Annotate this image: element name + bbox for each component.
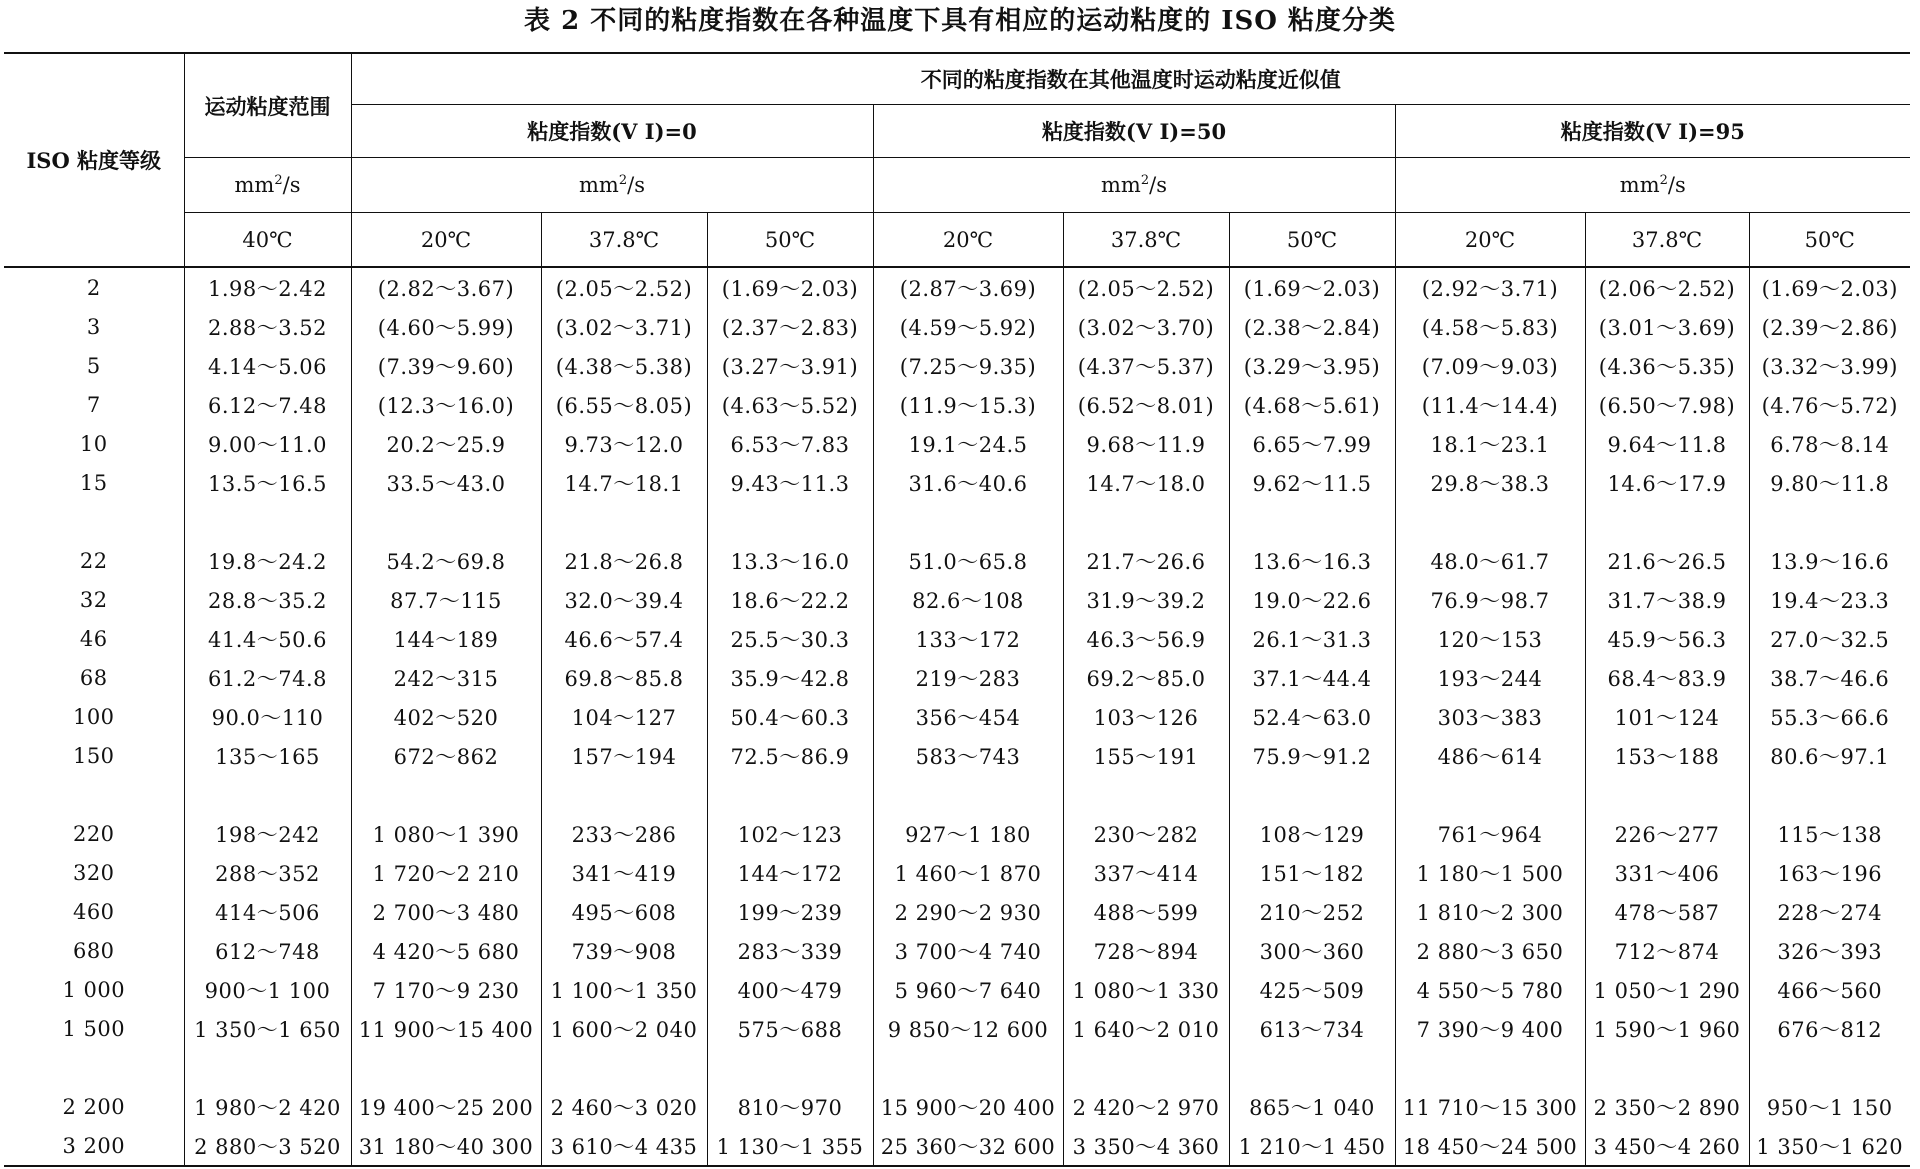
table-cell: 326～393 — [1749, 931, 1910, 970]
table-cell: 19.0～22.6 — [1229, 580, 1395, 619]
table-cell: 288～352 — [184, 853, 351, 892]
table-cell: 19.8～24.2 — [184, 541, 351, 580]
table-cell: 18.1～23.1 — [1395, 424, 1585, 463]
gap-cell — [1063, 775, 1229, 814]
table-cell: 31 180～40 300 — [351, 1126, 541, 1166]
table-row — [4, 931, 1910, 970]
table-cell: (1.69～2.03) — [1749, 267, 1910, 307]
table-cell: 400～479 — [707, 970, 873, 1009]
table-row — [4, 385, 1910, 424]
viscosity-table — [4, 52, 1910, 1167]
table-cell: 104～127 — [541, 697, 707, 736]
gap-cell — [1585, 502, 1749, 541]
table-cell: 27.0～32.5 — [1749, 619, 1910, 658]
table-cell: (7.25～9.35) — [873, 346, 1063, 385]
temp-header: 37.8℃ — [1585, 213, 1749, 268]
table-cell: 20.2～25.9 — [351, 424, 541, 463]
table-cell: 865～1 040 — [1229, 1087, 1395, 1126]
table-cell: 414～506 — [184, 892, 351, 931]
gap-cell — [184, 775, 351, 814]
table-cell: 38.7～46.6 — [1749, 658, 1910, 697]
table-cell: 32.0～39.4 — [541, 580, 707, 619]
gap-cell — [1395, 775, 1585, 814]
table-cell: 672～862 — [351, 736, 541, 775]
table-cell: (7.09～9.03) — [1395, 346, 1585, 385]
vi-0-header: 粘度指数(V I)=0 — [351, 105, 873, 158]
table-cell: 233～286 — [541, 814, 707, 853]
table-cell: 41.4～50.6 — [184, 619, 351, 658]
table-cell: 54.2～69.8 — [351, 541, 541, 580]
table-cell: (2.38～2.84) — [1229, 307, 1395, 346]
table-cell: 3 450～4 260 — [1585, 1126, 1749, 1166]
table-cell: (4.58～5.83) — [1395, 307, 1585, 346]
table-cell: (3.32～3.99) — [1749, 346, 1910, 385]
table-cell: 228～274 — [1749, 892, 1910, 931]
table-cell: 1 980～2 420 — [184, 1087, 351, 1126]
temp-header: 20℃ — [1395, 213, 1585, 268]
approx-values-header: 不同的粘度指数在其他温度时运动粘度近似值 — [351, 53, 1910, 105]
temp-header: 37.8℃ — [1063, 213, 1229, 268]
table-cell: 102～123 — [707, 814, 873, 853]
table-row — [4, 892, 1910, 931]
table-cell: 739～908 — [541, 931, 707, 970]
table-cell: 13.9～16.6 — [1749, 541, 1910, 580]
table-cell: 31.6～40.6 — [873, 463, 1063, 502]
table-row — [4, 853, 1910, 892]
table-cell: 1 720～2 210 — [351, 853, 541, 892]
table-cell: (2.06～2.52) — [1585, 267, 1749, 307]
table-cell: 4 550～5 780 — [1395, 970, 1585, 1009]
temp-header: 20℃ — [873, 213, 1063, 268]
table-cell: 55.3～66.6 — [1749, 697, 1910, 736]
table-cell: 25.5～30.3 — [707, 619, 873, 658]
table-cell: 46.6～57.4 — [541, 619, 707, 658]
table-cell: 230～282 — [1063, 814, 1229, 853]
gap-cell — [707, 502, 873, 541]
iso-grade-cell: 2 200 — [62, 1094, 126, 1119]
iso-grade-cell: 220 — [72, 821, 115, 846]
table-cell: (2.87～3.69) — [873, 267, 1063, 307]
table-cell: (3.02～3.71) — [541, 307, 707, 346]
table-cell: 13.6～16.3 — [1229, 541, 1395, 580]
table-cell: 356～454 — [873, 697, 1063, 736]
table-cell: 676～812 — [1749, 1009, 1910, 1048]
table-cell: (4.59～5.92) — [873, 307, 1063, 346]
table-cell: 9.64～11.8 — [1585, 424, 1749, 463]
table-cell: 21.8～26.8 — [541, 541, 707, 580]
table-cell: 9.80～11.8 — [1749, 463, 1910, 502]
table-cell: 337～414 — [1063, 853, 1229, 892]
gap-cell — [1395, 1048, 1585, 1087]
table-cell: 303～383 — [1395, 697, 1585, 736]
table-cell: 29.8～38.3 — [1395, 463, 1585, 502]
table-cell: (2.05～2.52) — [1063, 267, 1229, 307]
table-cell: (3.02～3.70) — [1063, 307, 1229, 346]
table-cell: (3.01～3.69) — [1585, 307, 1749, 346]
table-cell: 478～587 — [1585, 892, 1749, 931]
table-cell: 1 350～1 650 — [184, 1009, 351, 1048]
table-cell: 927～1 180 — [873, 814, 1063, 853]
gap-cell — [1229, 775, 1395, 814]
row-group-gap — [4, 775, 1910, 814]
table-cell: 14.6～17.9 — [1585, 463, 1749, 502]
table-cell: 7 390～9 400 — [1395, 1009, 1585, 1048]
table-cell: 157～194 — [541, 736, 707, 775]
vi-95-header: 粘度指数(V I)=95 — [1395, 105, 1910, 158]
gap-cell — [1749, 775, 1910, 814]
table-cell: 50.4～60.3 — [707, 697, 873, 736]
table-cell: (4.68～5.61) — [1229, 385, 1395, 424]
table-cell: 45.9～56.3 — [1585, 619, 1749, 658]
iso-grade-cell: 680 — [72, 938, 115, 963]
table-cell: (6.55～8.05) — [541, 385, 707, 424]
table-cell: 6.65～7.99 — [1229, 424, 1395, 463]
temp-header: 50℃ — [707, 213, 873, 268]
table-cell: (12.3～16.0) — [351, 385, 541, 424]
table-title: 表 2 不同的粘度指数在各种温度下具有相应的运动粘度的 ISO 粘度分类 — [524, 6, 1396, 36]
table-cell: 151～182 — [1229, 853, 1395, 892]
table-cell: 61.2～74.8 — [184, 658, 351, 697]
table-cell: 15 900～20 400 — [873, 1087, 1063, 1126]
table-cell: 3 700～4 740 — [873, 931, 1063, 970]
table-row — [4, 580, 1910, 619]
table-cell: 1 180～1 500 — [1395, 853, 1585, 892]
unit-vi-50: $mm^2/s$ — [873, 158, 1395, 213]
table-cell: (4.38～5.38) — [541, 346, 707, 385]
table-row — [4, 267, 1910, 307]
gap-cell — [541, 502, 707, 541]
table-cell: 14.7～18.0 — [1063, 463, 1229, 502]
gap-cell — [4, 502, 184, 541]
iso-grade-cell: 46 — [79, 626, 108, 651]
table-cell: 9 850～12 600 — [873, 1009, 1063, 1048]
table-cell: (11.9～15.3) — [873, 385, 1063, 424]
table-cell: 199～239 — [707, 892, 873, 931]
gap-cell — [873, 502, 1063, 541]
table-cell: 18 450～24 500 — [1395, 1126, 1585, 1166]
table-cell: 1.98～2.42 — [184, 267, 351, 307]
table-cell: 9.68～11.9 — [1063, 424, 1229, 463]
table-cell: 210～252 — [1229, 892, 1395, 931]
table-cell: 2 420～2 970 — [1063, 1087, 1229, 1126]
gap-cell — [351, 502, 541, 541]
table-cell: 52.4～63.0 — [1229, 697, 1395, 736]
table-cell: 1 350～1 620 — [1749, 1126, 1910, 1166]
table-cell: 19 400～25 200 — [351, 1087, 541, 1126]
table-row — [4, 814, 1910, 853]
table-row — [4, 970, 1910, 1009]
table-cell: 11 710～15 300 — [1395, 1087, 1585, 1126]
table-cell: 1 080～1 390 — [351, 814, 541, 853]
table-cell: 25 360～32 600 — [873, 1126, 1063, 1166]
table-cell: 466～560 — [1749, 970, 1910, 1009]
table-cell: (1.69～2.03) — [1229, 267, 1395, 307]
table-cell: 6.12～7.48 — [184, 385, 351, 424]
table-row — [4, 1009, 1910, 1048]
iso-grade-cell: 3 — [86, 314, 101, 339]
table-cell: 950～1 150 — [1749, 1087, 1910, 1126]
table-cell: 155～191 — [1063, 736, 1229, 775]
table-row — [4, 697, 1910, 736]
table-row — [4, 463, 1910, 502]
table-cell: 90.0～110 — [184, 697, 351, 736]
table-cell: (6.50～7.98) — [1585, 385, 1749, 424]
table-cell: 810～970 — [707, 1087, 873, 1126]
table-cell: (4.76～5.72) — [1749, 385, 1910, 424]
table-cell: 1 080～1 330 — [1063, 970, 1229, 1009]
table-cell: (2.05～2.52) — [541, 267, 707, 307]
table-cell: 9.43～11.3 — [707, 463, 873, 502]
table-cell: 9.00～11.0 — [184, 424, 351, 463]
vi-50-header: 粘度指数(V I)=50 — [873, 105, 1395, 158]
table-cell: 331～406 — [1585, 853, 1749, 892]
table-cell: 80.6～97.1 — [1749, 736, 1910, 775]
table-cell: 19.1～24.5 — [873, 424, 1063, 463]
iso-grade-cell: 10 — [79, 431, 108, 456]
gap-cell — [873, 775, 1063, 814]
table-row — [4, 736, 1910, 775]
table-cell: (2.39～2.86) — [1749, 307, 1910, 346]
table-row — [4, 541, 1910, 580]
temp-header: 37.8℃ — [541, 213, 707, 268]
table-cell: 120～153 — [1395, 619, 1585, 658]
table-cell: 1 210～1 450 — [1229, 1126, 1395, 1166]
iso-grade-cell: 22 — [79, 548, 108, 573]
gap-cell — [351, 775, 541, 814]
table-cell: (4.63～5.52) — [707, 385, 873, 424]
table-cell: 2 880～3 520 — [184, 1126, 351, 1166]
gap-cell — [873, 1048, 1063, 1087]
unit-vi-0: $mm^2/s$ — [351, 158, 873, 213]
table-cell: 283～339 — [707, 931, 873, 970]
table-cell: 4 420～5 680 — [351, 931, 541, 970]
table-cell: 163～196 — [1749, 853, 1910, 892]
table-cell: 761～964 — [1395, 814, 1585, 853]
table-cell: 1 810～2 300 — [1395, 892, 1585, 931]
table-cell: 31.9～39.2 — [1063, 580, 1229, 619]
table-cell: 9.73～12.0 — [541, 424, 707, 463]
temp-header: 50℃ — [1229, 213, 1395, 268]
table-cell: 68.4～83.9 — [1585, 658, 1749, 697]
table-row — [4, 1126, 1910, 1166]
table-cell: 242～315 — [351, 658, 541, 697]
table-cell: 135～165 — [184, 736, 351, 775]
table-cell: 1 600～2 040 — [541, 1009, 707, 1048]
table-cell: 728～894 — [1063, 931, 1229, 970]
table-cell: 13.3～16.0 — [707, 541, 873, 580]
table-cell: 37.1～44.4 — [1229, 658, 1395, 697]
iso-grade-cell: 7 — [86, 392, 101, 417]
table-cell: 35.9～42.8 — [707, 658, 873, 697]
table-cell: 7 170～9 230 — [351, 970, 541, 1009]
iso-grade-cell: 68 — [79, 665, 108, 690]
table-cell: 33.5～43.0 — [351, 463, 541, 502]
table-cell: 69.8～85.8 — [541, 658, 707, 697]
table-cell: (11.4～14.4) — [1395, 385, 1585, 424]
table-cell: 103～126 — [1063, 697, 1229, 736]
table-cell: 82.6～108 — [873, 580, 1063, 619]
table-cell: 712～874 — [1585, 931, 1749, 970]
table-cell: 48.0～61.7 — [1395, 541, 1585, 580]
iso-grade-cell: 1 500 — [62, 1016, 126, 1041]
gap-cell — [1749, 502, 1910, 541]
table-cell: 1 050～1 290 — [1585, 970, 1749, 1009]
iso-grade-cell: 1 000 — [62, 977, 126, 1002]
table-cell: 75.9～91.2 — [1229, 736, 1395, 775]
table-cell: (3.29～3.95) — [1229, 346, 1395, 385]
table-cell: 9.62～11.5 — [1229, 463, 1395, 502]
table-row — [4, 424, 1910, 463]
iso-grade-cell: 2 — [86, 275, 101, 300]
unit-vi-95: $mm^2/s$ — [1395, 158, 1910, 213]
table-cell: 425～509 — [1229, 970, 1395, 1009]
gap-cell — [1585, 775, 1749, 814]
iso-grade-cell: 32 — [79, 587, 108, 612]
iso-grade-cell: 5 — [86, 353, 101, 378]
table-cell: 69.2～85.0 — [1063, 658, 1229, 697]
gap-cell — [4, 775, 184, 814]
table-cell: 18.6～22.2 — [707, 580, 873, 619]
iso-grade-cell: 3 200 — [4, 1126, 184, 1166]
table-cell: 2 290～2 930 — [873, 892, 1063, 931]
table-cell: 3 610～4 435 — [541, 1126, 707, 1166]
gap-cell — [1063, 1048, 1229, 1087]
gap-cell — [541, 1048, 707, 1087]
table-cell: 2 350～2 890 — [1585, 1087, 1749, 1126]
table-cell: 13.5～16.5 — [184, 463, 351, 502]
iso-grade-cell: 320 — [72, 860, 115, 885]
table-cell: 2 460～3 020 — [541, 1087, 707, 1126]
table-cell: 21.7～26.6 — [1063, 541, 1229, 580]
table-cell: 900～1 100 — [184, 970, 351, 1009]
row-group-gap — [4, 1048, 1910, 1087]
table-cell: 5 960～7 640 — [873, 970, 1063, 1009]
gap-cell — [1395, 502, 1585, 541]
kv-range-header: 运动粘度范围 — [184, 53, 351, 158]
table-cell: 6.78～8.14 — [1749, 424, 1910, 463]
table-cell: 1 640～2 010 — [1063, 1009, 1229, 1048]
temp-header: 20℃ — [351, 213, 541, 268]
table-row — [4, 346, 1910, 385]
gap-cell — [1229, 502, 1395, 541]
table-cell: (4.60～5.99) — [351, 307, 541, 346]
table-cell: 341～419 — [541, 853, 707, 892]
iso-grade-cell: 100 — [72, 704, 115, 729]
table-cell: 1 100～1 350 — [541, 970, 707, 1009]
table-cell: 4.14～5.06 — [184, 346, 351, 385]
gap-cell — [707, 775, 873, 814]
table-cell: 193～244 — [1395, 658, 1585, 697]
gap-cell — [1749, 1048, 1910, 1087]
table-cell: 115～138 — [1749, 814, 1910, 853]
table-cell: 11 900～15 400 — [351, 1009, 541, 1048]
table-row — [4, 658, 1910, 697]
gap-cell — [4, 1048, 184, 1087]
table-cell: 1 130～1 355 — [707, 1126, 873, 1166]
table-cell: 72.5～86.9 — [707, 736, 873, 775]
table-cell: 133～172 — [873, 619, 1063, 658]
table-cell: 101～124 — [1585, 697, 1749, 736]
table-cell: (4.37～5.37) — [1063, 346, 1229, 385]
table-cell: 3 350～4 360 — [1063, 1126, 1229, 1166]
temp-40-header: 40℃ — [184, 213, 351, 268]
table-cell: 612～748 — [184, 931, 351, 970]
table-cell: (3.27～3.91) — [707, 346, 873, 385]
table-cell: 226～277 — [1585, 814, 1749, 853]
gap-cell — [1229, 1048, 1395, 1087]
table-cell: 14.7～18.1 — [541, 463, 707, 502]
gap-cell — [541, 775, 707, 814]
table-cell: 2 880～3 650 — [1395, 931, 1585, 970]
table-cell: 495～608 — [541, 892, 707, 931]
table-cell: (2.37～2.83) — [707, 307, 873, 346]
table-cell: 575～688 — [707, 1009, 873, 1048]
table-cell: (7.39～9.60) — [351, 346, 541, 385]
gap-cell — [1063, 502, 1229, 541]
table-row — [4, 619, 1910, 658]
table-cell: 51.0～65.8 — [873, 541, 1063, 580]
table-cell: 46.3～56.9 — [1063, 619, 1229, 658]
table-cell: (6.52～8.01) — [1063, 385, 1229, 424]
table-cell: 2.88～3.52 — [184, 307, 351, 346]
table-cell: (2.92～3.71) — [1395, 267, 1585, 307]
gap-cell — [351, 1048, 541, 1087]
table-cell: 76.9～98.7 — [1395, 580, 1585, 619]
table-body — [4, 267, 1910, 1166]
iso-grade-cell: 460 — [72, 899, 115, 924]
gap-cell — [184, 1048, 351, 1087]
table-cell: 19.4～23.3 — [1749, 580, 1910, 619]
table-cell: 26.1～31.3 — [1229, 619, 1395, 658]
iso-grade-header: ISO 粘度等级 — [4, 53, 184, 267]
table-cell: 144～189 — [351, 619, 541, 658]
gap-cell — [184, 502, 351, 541]
table-cell: 108～129 — [1229, 814, 1395, 853]
table-cell: 488～599 — [1063, 892, 1229, 931]
table-cell: 486～614 — [1395, 736, 1585, 775]
temp-header: 50℃ — [1749, 213, 1910, 268]
table-cell: 28.8～35.2 — [184, 580, 351, 619]
table-cell: 87.7～115 — [351, 580, 541, 619]
unit-kv-range: $mm^2/s$ — [184, 158, 351, 213]
table-cell: 31.7～38.9 — [1585, 580, 1749, 619]
table-row — [4, 1087, 1910, 1126]
gap-cell — [1585, 1048, 1749, 1087]
table-cell: (4.36～5.35) — [1585, 346, 1749, 385]
table-cell: 402～520 — [351, 697, 541, 736]
table-cell: 300～360 — [1229, 931, 1395, 970]
table-cell: (1.69～2.03) — [707, 267, 873, 307]
table-cell: 583～743 — [873, 736, 1063, 775]
gap-cell — [707, 1048, 873, 1087]
table-cell: 219～283 — [873, 658, 1063, 697]
table-row — [4, 307, 1910, 346]
table-cell: 198～242 — [184, 814, 351, 853]
table-cell: 2 700～3 480 — [351, 892, 541, 931]
table-cell: 21.6～26.5 — [1585, 541, 1749, 580]
row-group-gap — [4, 502, 1910, 541]
table-cell: 1 460～1 870 — [873, 853, 1063, 892]
iso-grade-cell: 150 — [72, 743, 115, 768]
iso-grade-cell: 15 — [79, 470, 108, 495]
table-cell: (2.82～3.67) — [351, 267, 541, 307]
table-cell: 6.53～7.83 — [707, 424, 873, 463]
table-cell: 144～172 — [707, 853, 873, 892]
table-cell: 613～734 — [1229, 1009, 1395, 1048]
table-cell: 1 590～1 960 — [1585, 1009, 1749, 1048]
table-cell: 153～188 — [1585, 736, 1749, 775]
